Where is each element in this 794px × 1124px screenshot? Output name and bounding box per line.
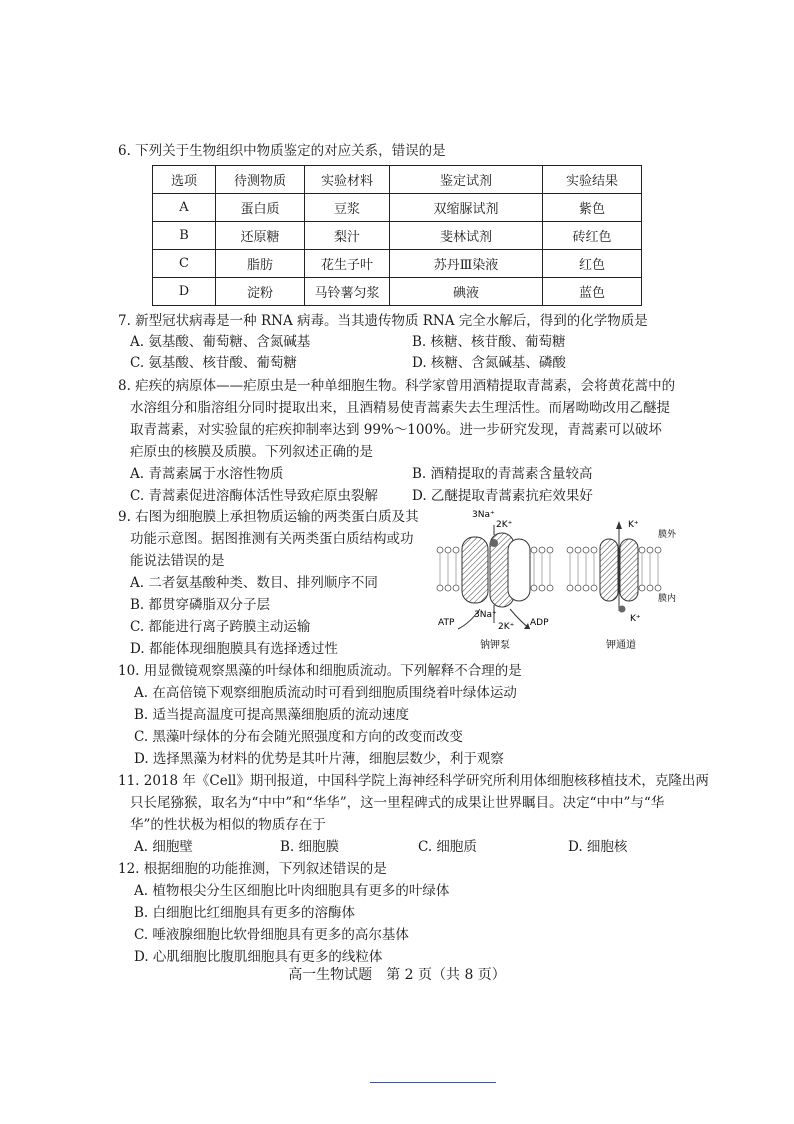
label-inside: 膜内 bbox=[658, 594, 677, 604]
table-cell: 碘液 bbox=[390, 278, 543, 306]
caption-pump: 钠钾泵 bbox=[480, 640, 510, 651]
label-adp: ADP bbox=[530, 618, 549, 628]
label-outside: 膜外 bbox=[658, 530, 677, 540]
table-cell: 淀粉 bbox=[216, 278, 305, 306]
table-cell: 紫色 bbox=[543, 194, 642, 222]
q8-line-1: 8. 疟疾的病原体——疟原虫是一种单细胞生物。科学家曾用酒精提取青蒿素，会将黄花蒿中的 bbox=[118, 378, 676, 394]
table-cell: 豆浆 bbox=[305, 194, 390, 222]
table-header-cell: 鉴定试剂 bbox=[390, 166, 543, 194]
q10-option-d: D. 选择黑藻为材料的优势是其叶片薄，细胞层数少，利于观察 bbox=[134, 751, 504, 767]
table-cell: 还原糖 bbox=[216, 222, 305, 250]
q12-option-c: C. 唾液腺细胞比软骨细胞具有更多的高尔基体 bbox=[134, 927, 409, 943]
q12-option-b: B. 白细胞比红细胞具有更多的溶酶体 bbox=[134, 905, 356, 921]
label-k-channel-bottom: K⁺ bbox=[630, 614, 641, 624]
table-cell: C bbox=[153, 250, 216, 278]
q10-option-a: A. 在高倍镜下观察细胞质流动时可看到细胞质围绕着叶绿体运动 bbox=[134, 685, 517, 701]
membrane-transport-figure bbox=[430, 505, 690, 655]
label-na-top: 3Na⁺ bbox=[472, 510, 495, 520]
q9-line-3: 能说法错误的是 bbox=[130, 553, 225, 569]
table-cell: 斐林试剂 bbox=[390, 222, 543, 250]
q7-option-d: D. 核糖、含氮碱基、磷酸 bbox=[412, 355, 566, 371]
q12-option-a: A. 植物根尖分生区细胞比叶肉细胞具有更多的叶绿体 bbox=[134, 883, 450, 899]
label-na-bottom: 3Na⁺ bbox=[474, 610, 497, 620]
table-row bbox=[153, 194, 642, 222]
label-atp: ATP bbox=[438, 618, 455, 628]
table-cell: 马铃薯匀浆 bbox=[305, 278, 390, 306]
q11-line-2: 只长尾猕猴，取名为“中中”和“华华”，这一里程碑式的成果让世界瞩目。决定“中中”与“华 bbox=[130, 795, 665, 811]
table-cell: 花生子叶 bbox=[305, 250, 390, 278]
q6-stem: 6. 下列关于生物组织中物质鉴定的对应关系，错误的是 bbox=[118, 143, 446, 159]
table-header-cell: 选项 bbox=[153, 166, 216, 194]
q8-option-b: B. 酒精提取的青蒿素含量较高 bbox=[412, 466, 593, 482]
q7-stem: 7. 新型冠状病毒是一种 RNA 病毒。当其遗传物质 RNA 完全水解后，得到的化学物质是 bbox=[118, 313, 648, 329]
label-k-channel-top: K⁺ bbox=[628, 520, 639, 530]
q7-option-b: B. 核糖、核苷酸、葡萄糖 bbox=[412, 334, 566, 350]
q8-line-3: 取青蒿素，对实验鼠的疟疾抑制率达到 99%～100%。进一步研究发现，青蒿素可以破坏 bbox=[130, 422, 662, 438]
q8-option-a: A. 青蒿素属于水溶性物质 bbox=[130, 466, 284, 482]
q9-option-c: C. 都能进行离子跨膜主动运输 bbox=[130, 619, 311, 635]
q10-option-c: C. 黑藻叶绿体的分布会随光照强度和方向的改变而改变 bbox=[134, 729, 463, 745]
q10-stem: 10. 用显微镜观察黑藻的叶绿体和细胞质流动。下列解释不合理的是 bbox=[118, 663, 522, 679]
q11-option-c: C. 细胞质 bbox=[418, 839, 477, 855]
table-cell: 苏丹Ⅲ染液 bbox=[390, 250, 543, 278]
q8-option-d: D. 乙醚提取青蒿素抗疟效果好 bbox=[412, 488, 593, 504]
q6-table bbox=[152, 165, 642, 306]
q9-option-b: B. 都贯穿磷脂双分子层 bbox=[130, 597, 271, 613]
table-cell: 脂肪 bbox=[216, 250, 305, 278]
q12-option-d: D. 心肌细胞比腹肌细胞具有更多的线粒体 bbox=[134, 949, 383, 965]
page-footer: 高一生物试题 第 2 页（共 8 页） bbox=[288, 967, 506, 983]
q7-option-a: A. 氨基酸、葡萄糖、含氮碱基 bbox=[130, 334, 311, 350]
table-header-row bbox=[153, 166, 642, 194]
label-k-top: 2K⁺ bbox=[496, 520, 513, 530]
table-cell: 砖红色 bbox=[543, 222, 642, 250]
channel-membrane bbox=[567, 521, 661, 613]
q11-option-d: D. 细胞核 bbox=[568, 839, 628, 855]
q7-option-c: C. 氨基酸、核苷酸、葡萄糖 bbox=[130, 355, 297, 371]
table-cell: 双缩脲试剂 bbox=[390, 194, 543, 222]
q10-option-b: B. 适当提高温度可提高黑藻细胞质的流动速度 bbox=[134, 707, 410, 723]
caption-channel: 钾通道 bbox=[606, 640, 636, 651]
q8-line-2: 水溶组分和脂溶组分同时提取出来，且酒精易使青蒿素失去生理活性。而屠呦呦改用乙醚提 bbox=[130, 400, 670, 416]
ion-icon bbox=[619, 606, 626, 613]
q8-option-c: C. 青蒿素促进溶酶体活性导致疟原虫裂解 bbox=[130, 488, 378, 504]
q9-option-d: D. 都能体现细胞膜具有选择透过性 bbox=[130, 641, 338, 657]
table-header-cell: 待测物质 bbox=[216, 166, 305, 194]
table-cell: 蛋白质 bbox=[216, 194, 305, 222]
table-cell: 梨汁 bbox=[305, 222, 390, 250]
table-cell: D bbox=[153, 278, 216, 306]
table-row bbox=[153, 278, 642, 306]
table-row bbox=[153, 222, 642, 250]
q11-line-1: 11. 2018 年《Cell》期刊报道，中国科学院上海神经科学研究所利用体细胞核移植技术，克隆出两 bbox=[118, 773, 709, 789]
ion-icon bbox=[490, 539, 498, 547]
q11-option-b: B. 细胞膜 bbox=[280, 839, 340, 855]
table-header-cell: 实验材料 bbox=[305, 166, 390, 194]
table-cell: 红色 bbox=[543, 250, 642, 278]
table-cell: A bbox=[153, 194, 216, 222]
q9-line-2: 功能示意图。据图推测有关两类蛋白质结构或功 bbox=[130, 531, 414, 547]
q9-option-a: A. 二者氨基酸种类、数目、排列顺序不同 bbox=[130, 575, 378, 591]
table-row bbox=[153, 250, 642, 278]
table-header-cell: 实验结果 bbox=[543, 166, 642, 194]
q8-line-4: 疟原虫的核膜及质膜。下列叙述正确的是 bbox=[130, 444, 373, 460]
table-cell: B bbox=[153, 222, 216, 250]
table-cell: 蓝色 bbox=[543, 278, 642, 306]
q11-option-a: A. 细胞壁 bbox=[134, 839, 193, 855]
footer-link-underline bbox=[370, 1082, 496, 1083]
label-k-bottom: 2K⁺ bbox=[498, 622, 515, 632]
q9-line-1: 9. 右图为细胞膜上承担物质运输的两类蛋白质及其 bbox=[118, 509, 419, 525]
q12-stem: 12. 根据细胞的功能推测，下列叙述错误的是 bbox=[118, 861, 387, 877]
q11-line-3: 华”的性状极为相似的物质存在于 bbox=[130, 817, 326, 833]
